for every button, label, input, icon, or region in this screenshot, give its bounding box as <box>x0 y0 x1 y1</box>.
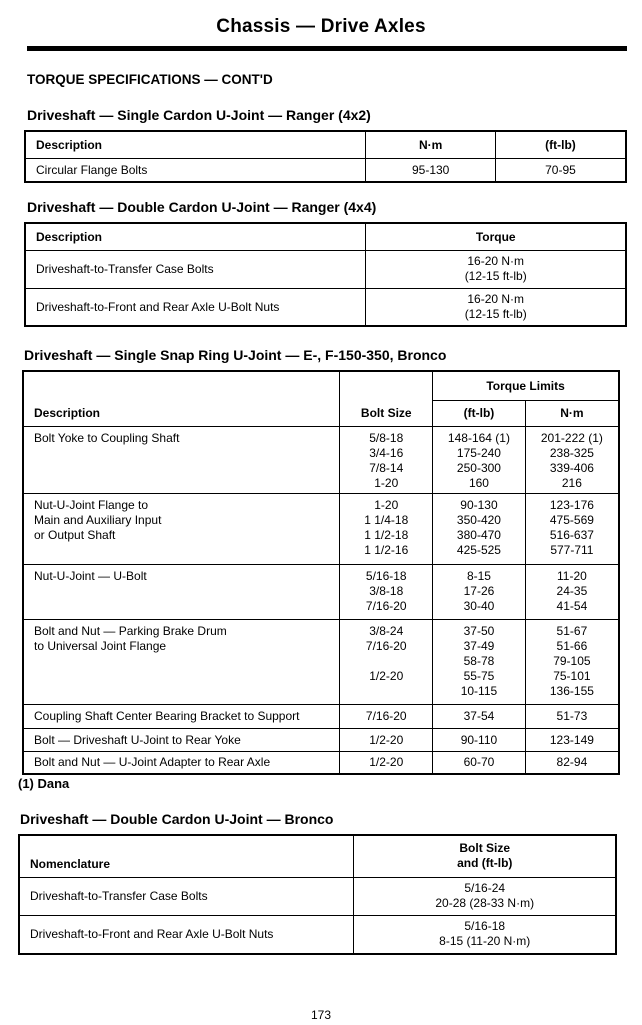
table3-cell: 82-94 <box>525 751 619 774</box>
cell-line: 58-78 <box>463 653 495 668</box>
table3-header-description: Description <box>23 371 340 426</box>
cell-line: 516-637 <box>549 527 594 542</box>
table3-heading: Driveshaft — Single Snap Ring U-Joint — E-, F-150-350, Bronco <box>24 347 447 363</box>
cell-line: Bolt Yoke to Coupling Shaft <box>34 430 180 445</box>
table-row <box>25 250 626 288</box>
table4-header-nomenclature: Nomenclature <box>19 835 354 877</box>
table3-cell <box>23 426 340 493</box>
table2-heading: Driveshaft — Double Cardon U-Joint — Ranger (4x4) <box>27 199 377 215</box>
cell-line: 425-525 <box>456 542 501 557</box>
table-row <box>25 158 626 182</box>
cell-line: 8-15 <box>466 568 491 583</box>
table3-cell: Bolt — Driveshaft U-Joint to Rear Yoke <box>23 728 340 751</box>
table3-cell <box>340 564 433 619</box>
cell-line: 7/16-20 <box>365 638 407 653</box>
table3-cell <box>525 564 619 619</box>
table-row <box>23 493 619 564</box>
table2-header-description: Description <box>25 223 366 250</box>
cell-line: 350-420 <box>456 512 501 527</box>
cell-line: 24-35 <box>556 583 588 598</box>
cell-line: Nut-U-Joint — U-Bolt <box>34 568 147 583</box>
cell-line: 123-176 <box>549 497 594 512</box>
cell-line: 175-240 <box>456 445 501 460</box>
cell-line: 238-325 <box>549 445 594 460</box>
cell-line: 3/4-16 <box>369 445 404 460</box>
table4-cell <box>354 877 616 915</box>
cell-line: 7/16-20 <box>365 598 407 613</box>
cell-line: 136-155 <box>549 683 594 698</box>
cell-line: Bolt Size <box>459 841 511 856</box>
cell-line: 11-20 <box>556 568 587 583</box>
table3-cell <box>433 619 526 704</box>
table3-header-nm: N·m <box>525 400 619 426</box>
table2-cell <box>366 288 626 326</box>
table4-cell: Driveshaft-to-Transfer Case Bolts <box>19 877 354 915</box>
table1-cell: 95-130 <box>366 158 496 182</box>
cell-line: or Output Shaft <box>34 527 116 542</box>
table3-cell: Coupling Shaft Center Bearing Bracket to Support <box>23 704 340 728</box>
cell-line: 79-105 <box>553 653 591 668</box>
cell-line: 1 1/4-18 <box>364 512 409 527</box>
table-row <box>23 751 619 774</box>
table3-header-torque-limits: Torque Limits <box>433 371 619 400</box>
table3-cell: 51-73 <box>525 704 619 728</box>
table4-cell <box>354 915 616 954</box>
table1-cell: Circular Flange Bolts <box>25 158 366 182</box>
cell-line: Main and Auxiliary Input <box>34 512 162 527</box>
table1-heading: Driveshaft — Single Cardon U-Joint — Ranger (4x2) <box>27 107 371 123</box>
table3-cell <box>525 619 619 704</box>
cell-line: 41-54 <box>556 598 588 613</box>
cell-line: 16-20 N·m <box>467 291 525 306</box>
cell-line: 216 <box>561 475 582 490</box>
cell-line: (12-15 ft-lb) <box>464 306 527 321</box>
cell-line: 475-569 <box>549 512 594 527</box>
table3-cell <box>525 493 619 564</box>
cell-line: 30-40 <box>463 598 495 613</box>
cell-line: 51-66 <box>556 638 588 653</box>
cell-line: 380-470 <box>456 527 501 542</box>
table4-cell: Driveshaft-to-Front and Rear Axle U-Bolt Nuts <box>19 915 354 954</box>
page-number: 173 <box>310 1008 332 1022</box>
table3-header-bolt-size: Bolt Size <box>340 371 433 426</box>
table4-heading: Driveshaft — Double Cardon U-Joint — Bronco <box>20 811 334 827</box>
cell-line: 201-222 (1) <box>540 430 603 445</box>
cell-line: 3/8-18 <box>369 583 404 598</box>
table-row <box>23 704 619 728</box>
table3-cell <box>340 493 433 564</box>
cell-line: 3/8-24 <box>369 623 404 638</box>
cell-line: 1-20 <box>374 475 399 490</box>
table4 <box>18 834 617 955</box>
table3-cell <box>433 493 526 564</box>
cell-line: 51-67 <box>556 623 588 638</box>
table-row <box>19 877 616 915</box>
table3-cell <box>23 564 340 619</box>
cell-line <box>385 684 388 698</box>
table3-cell: 60-70 <box>433 751 526 774</box>
table-row <box>19 915 616 954</box>
table1 <box>24 130 627 183</box>
cell-line: 250-300 <box>456 460 501 475</box>
cell-line: 55-75 <box>463 668 495 683</box>
cell-line: 8-15 (11-20 N·m) <box>439 934 531 949</box>
cell-line: 17-26 <box>463 583 495 598</box>
table3-cell: 90-110 <box>433 728 526 751</box>
page-title: Chassis — Drive Axles <box>216 16 426 37</box>
cell-line: 20-28 (28-33 N·m) <box>435 896 535 910</box>
cell-line: 339-406 <box>549 460 594 475</box>
table1-header-description: Description <box>25 131 366 158</box>
cell-line: 160 <box>468 475 489 490</box>
cell-line: 1-20 <box>374 497 399 512</box>
cell-line: Nut-U-Joint Flange to <box>34 497 149 512</box>
cell-line: 37-49 <box>463 638 495 653</box>
section-heading: TORQUE SPECIFICATIONS — CONT'D <box>27 72 273 87</box>
table-row <box>23 564 619 619</box>
table3-cell <box>525 426 619 493</box>
footnote: (1) Dana <box>18 776 70 791</box>
cell-line: Bolt and Nut — Parking Brake Drum <box>34 623 227 638</box>
table-row <box>23 426 619 493</box>
title-rule <box>27 46 627 51</box>
cell-line: 37-50 <box>463 623 495 638</box>
cell-line: to Universal Joint Flange <box>34 638 167 653</box>
cell-line: 1 1/2-16 <box>364 542 409 557</box>
table2 <box>24 222 627 327</box>
table1-header-nm: N·m <box>366 131 496 158</box>
table3-cell <box>23 493 340 564</box>
table3-cell <box>340 426 433 493</box>
table-row <box>23 619 619 704</box>
table-row <box>25 288 626 326</box>
cell-line: 577-711 <box>550 542 594 557</box>
cell-line: 90-130 <box>460 497 498 512</box>
table1-header-ftlb: (ft-lb) <box>495 131 626 158</box>
table2-header-torque: Torque <box>366 223 626 250</box>
table3-cell: 1/2-20 <box>340 751 433 774</box>
table3-cell: 123-149 <box>525 728 619 751</box>
table3-cell: Bolt and Nut — U-Joint Adapter to Rear Axle <box>23 751 340 774</box>
cell-line: 10-115 <box>460 683 498 698</box>
table-row <box>23 728 619 751</box>
table3-cell <box>433 426 526 493</box>
table3-cell: 37-54 <box>433 704 526 728</box>
table3-cell: 7/16-20 <box>340 704 433 728</box>
cell-line: 5/8-18 <box>369 430 404 445</box>
cell-line: 16-20 N·m <box>467 254 525 268</box>
cell-line: 1 1/2-18 <box>364 527 409 542</box>
cell-line: 75-101 <box>553 668 591 683</box>
table3-cell <box>340 619 433 704</box>
table3-header-ftlb: (ft-lb) <box>433 400 526 426</box>
cell-line: 5/16-24 <box>464 881 506 895</box>
cell-line: 1/2-20 <box>369 668 404 683</box>
table2-cell: Driveshaft-to-Front and Rear Axle U-Bolt Nuts <box>25 288 366 326</box>
table3-cell <box>23 619 340 704</box>
table3 <box>22 370 620 775</box>
table2-cell <box>366 250 626 288</box>
cell-line: (12-15 ft-lb) <box>464 269 527 283</box>
table3-cell <box>433 564 526 619</box>
cell-line: 7/8-14 <box>369 460 404 475</box>
cell-line: and (ft-lb) <box>457 856 513 871</box>
cell-line: 5/16-18 <box>464 919 506 934</box>
table4-header-bolt-size <box>354 835 616 877</box>
cell-line <box>385 654 388 668</box>
table1-cell: 70-95 <box>495 158 626 182</box>
table2-cell: Driveshaft-to-Transfer Case Bolts <box>25 250 366 288</box>
cell-line: 148-164 (1) <box>447 430 510 445</box>
cell-line: 5/16-18 <box>365 568 407 583</box>
table3-cell: 1/2-20 <box>340 728 433 751</box>
